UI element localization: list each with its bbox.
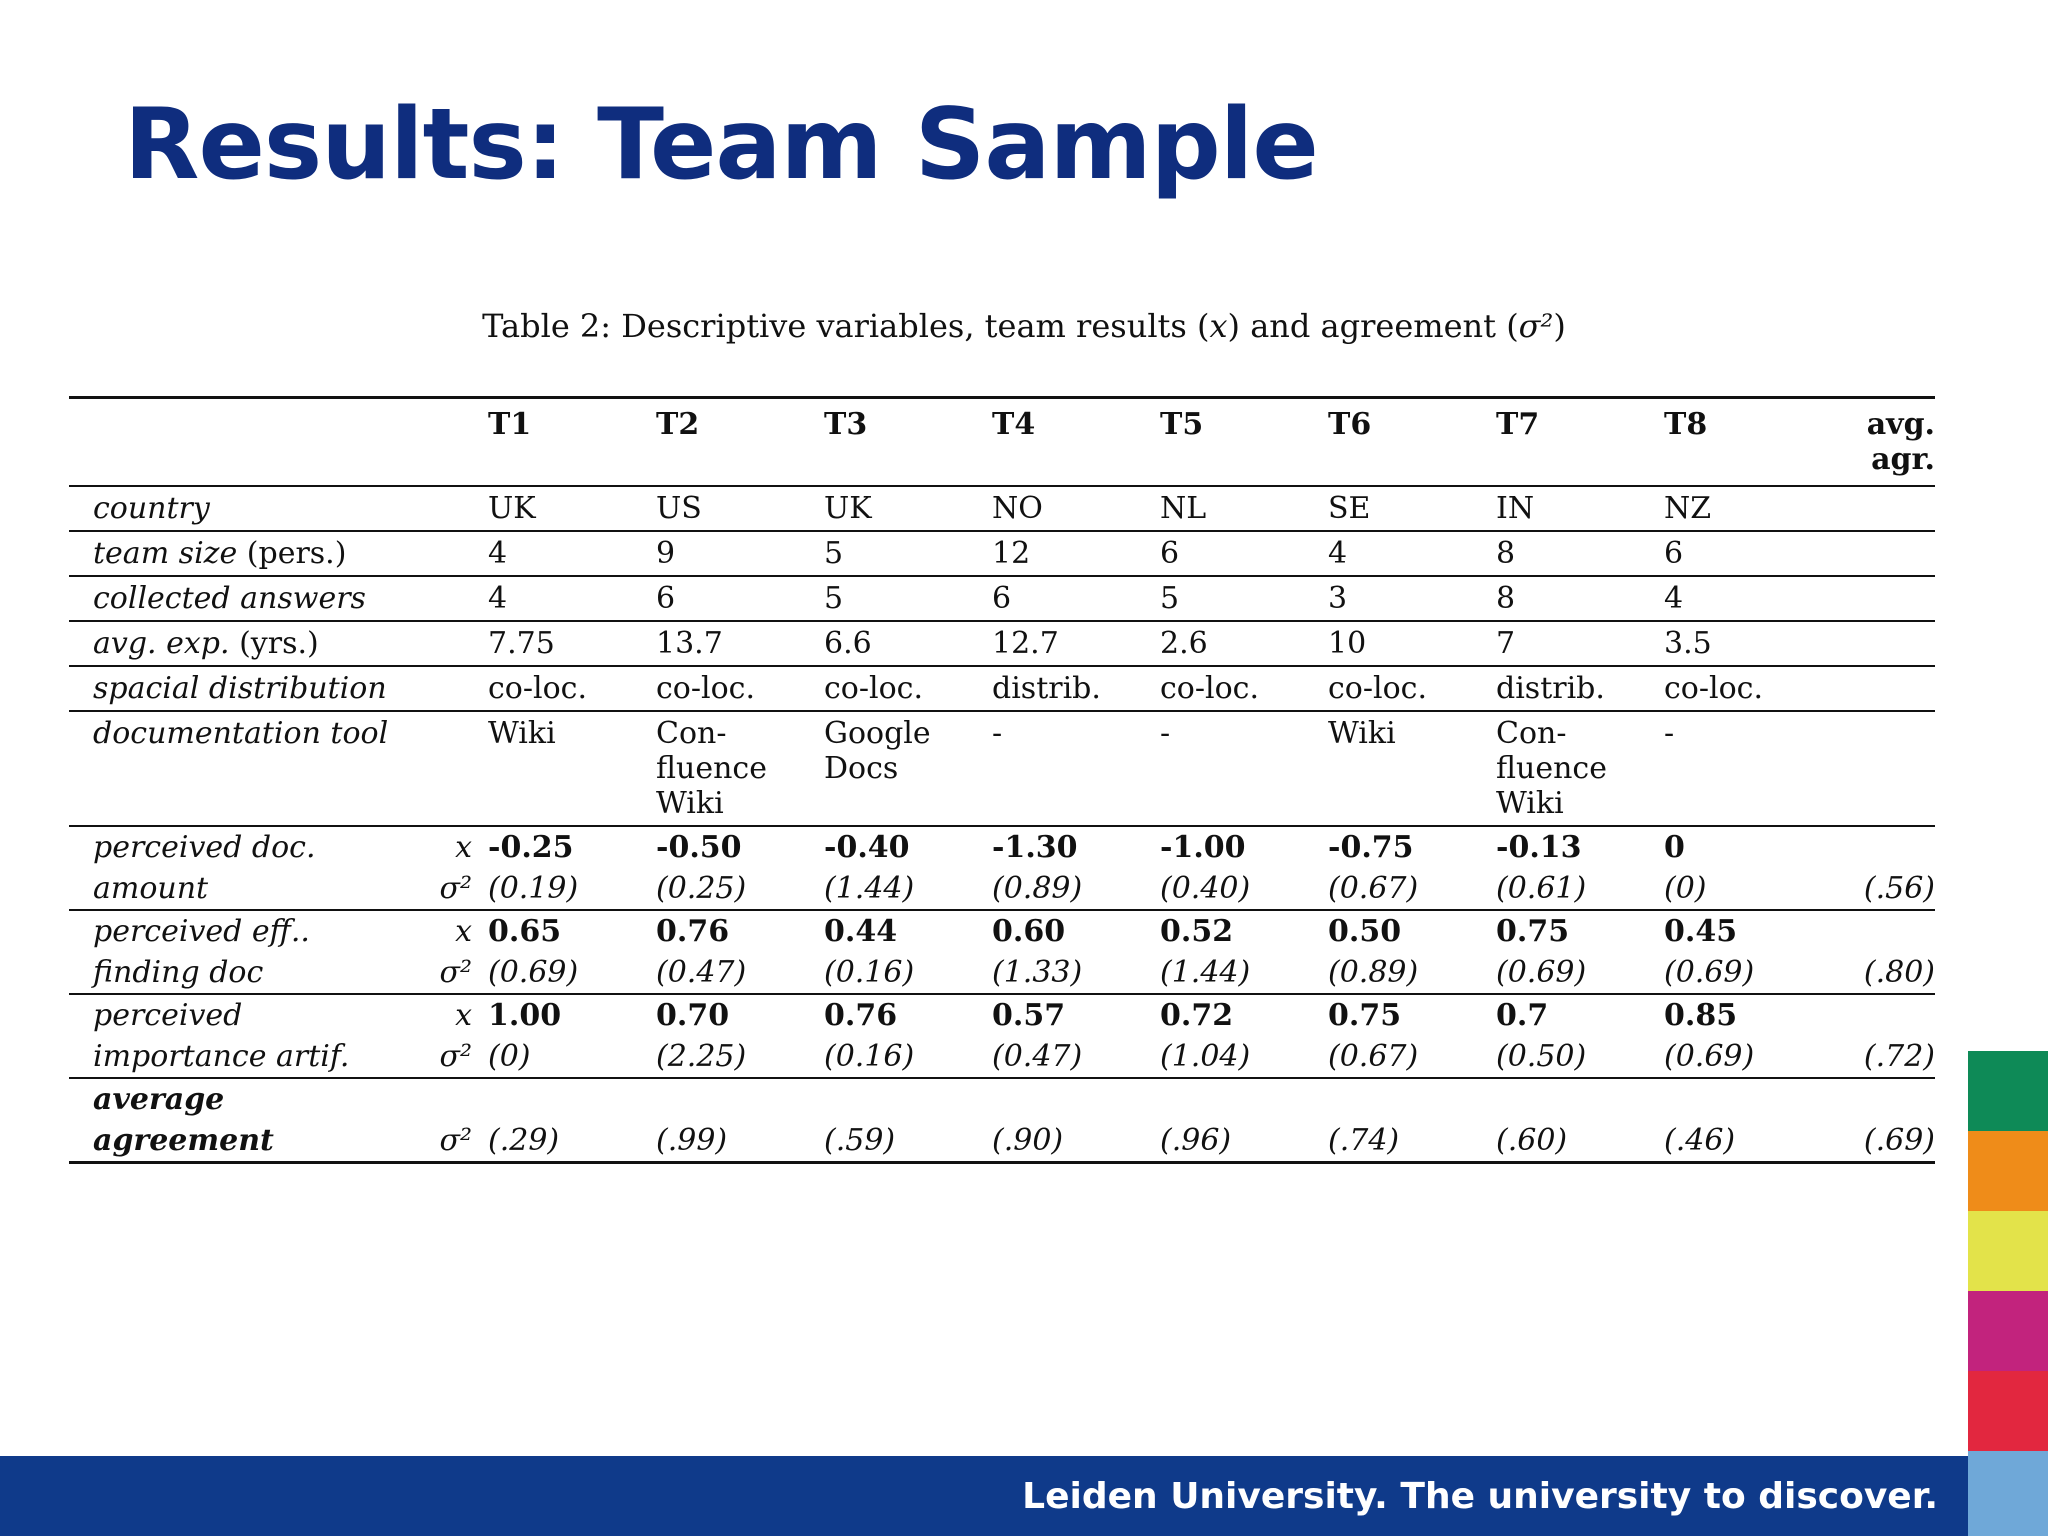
metric-cell: [1664, 994, 1832, 1078]
metric-cell: [1496, 994, 1664, 1078]
row-label-text: team size: [93, 536, 238, 571]
results-table: [69, 396, 1935, 1164]
metric-mean: -0.75: [1328, 830, 1414, 865]
cell-line: Wiki: [488, 716, 556, 751]
metric-variance: (0.50): [1496, 1039, 1587, 1074]
table-cell: 4: [488, 531, 656, 576]
metric-mean: -0.25: [488, 830, 574, 865]
metric-cell: [1328, 910, 1496, 994]
team-header: T1: [488, 398, 656, 487]
table-cell: SE: [1328, 486, 1496, 531]
metric-mean: 0.76: [656, 914, 730, 949]
table-cell: UK: [488, 486, 656, 531]
metric-avg-cell: [1832, 826, 1935, 910]
row-label: [69, 531, 488, 576]
average-cell: (.99): [656, 1078, 824, 1163]
metric-avg-cell: [1832, 994, 1935, 1078]
cell-line: fluence: [1496, 751, 1607, 786]
metric-symbols: [389, 994, 488, 1078]
metric-cell: [656, 826, 824, 910]
table-cell: NO: [992, 486, 1160, 531]
metric-label: [69, 994, 389, 1078]
metric-mean: 0.7: [1496, 998, 1549, 1033]
table-cell: 7: [1496, 621, 1664, 666]
table-row: [69, 486, 1935, 531]
metric-variance: (0.16): [824, 955, 915, 990]
row-label: [69, 486, 488, 531]
row-label-unit: (yrs.): [239, 626, 319, 661]
metric-variance: (1.44): [824, 871, 915, 906]
table-cell: [1664, 711, 1832, 826]
metric-variance: (0.69): [1496, 955, 1587, 990]
metric-label-line: importance artif.: [93, 1039, 350, 1074]
color-bar-segment: [1968, 1451, 2048, 1536]
table-cell: co-loc.: [824, 666, 992, 711]
symbol-x: x: [455, 830, 472, 865]
table-cell: 6: [992, 576, 1160, 621]
table-cell: distrib.: [1496, 666, 1664, 711]
metric-variance: (0.47): [656, 955, 747, 990]
metric-mean: 0: [1664, 830, 1685, 865]
metric-cell: [992, 826, 1160, 910]
metric-cell: [656, 910, 824, 994]
table-cell: 9: [656, 531, 824, 576]
color-bar-segment: [1968, 1291, 2048, 1371]
table-cell: NL: [1160, 486, 1328, 531]
cell-line: Con-: [656, 716, 727, 751]
table-cell: 13.7: [656, 621, 824, 666]
metric-variance: (2.25): [656, 1039, 747, 1074]
header-empty: [69, 398, 488, 487]
metric-label: [69, 910, 389, 994]
metric-mean: 0.72: [1160, 998, 1234, 1033]
average-cell: (.96): [1160, 1078, 1328, 1163]
metric-variance: (0): [488, 1039, 531, 1074]
metric-variance: (0.67): [1328, 871, 1419, 906]
metric-cell: [1328, 994, 1496, 1078]
metric-variance: (0.25): [656, 871, 747, 906]
metric-variance: (0.67): [1328, 1039, 1419, 1074]
metric-variance: (0.19): [488, 871, 579, 906]
avg-header-line: avg.: [1866, 407, 1935, 442]
metric-mean: -1.30: [992, 830, 1078, 865]
metric-cell: [1160, 910, 1328, 994]
table-cell: 6: [656, 576, 824, 621]
table-cell: 7.75: [488, 621, 656, 666]
table-cell: [1160, 711, 1328, 826]
caption-math-x: x: [1209, 307, 1228, 345]
table-cell: 3.5: [1664, 621, 1832, 666]
metric-variance: (0.69): [1664, 1039, 1755, 1074]
table-cell: 12.7: [992, 621, 1160, 666]
row-label-text: country: [93, 491, 210, 526]
table-row-doc-tool: [69, 711, 1935, 826]
cell-line: Wiki: [656, 786, 724, 821]
metric-mean: 0.57: [992, 998, 1066, 1033]
metric-variance: (0.61): [1496, 871, 1587, 906]
metric-mean: 0.75: [1328, 998, 1402, 1033]
average-symbol: σ²: [389, 1078, 488, 1163]
metric-avg-agreement: (.80): [1863, 955, 1935, 990]
table-cell: IN: [1496, 486, 1664, 531]
metric-symbols: [389, 910, 488, 994]
color-bar-segment: [1968, 1051, 2048, 1131]
metric-variance: (0): [1664, 871, 1707, 906]
avg-cell-empty: [1832, 666, 1935, 711]
row-label: [69, 666, 488, 711]
average-cell: (.60): [1496, 1078, 1664, 1163]
average-cell: (.74): [1328, 1078, 1496, 1163]
metric-mean: -0.13: [1496, 830, 1582, 865]
team-header: T5: [1160, 398, 1328, 487]
metric-variance: (1.33): [992, 955, 1083, 990]
metric-mean: 0.76: [824, 998, 898, 1033]
table-cell: 10: [1328, 621, 1496, 666]
metric-cell: [1496, 826, 1664, 910]
team-header: T6: [1328, 398, 1496, 487]
metric-cell: [1496, 910, 1664, 994]
metric-cell: [1664, 826, 1832, 910]
row-label-text: avg. exp.: [93, 626, 230, 661]
table-cell: 4: [1328, 531, 1496, 576]
average-label: [69, 1078, 389, 1163]
average-agreement-row: [69, 1078, 1935, 1163]
metric-cell: [824, 826, 992, 910]
metric-label-line: finding doc: [93, 955, 264, 990]
average-cell: (.46): [1664, 1078, 1832, 1163]
avg-cell-empty: [1832, 531, 1935, 576]
slide-title: Results: Team Sample: [124, 88, 1318, 202]
team-header: T3: [824, 398, 992, 487]
table-cell: 8: [1496, 576, 1664, 621]
average-cell: (.90): [992, 1078, 1160, 1163]
metric-cell: [656, 994, 824, 1078]
metric-variance: (0.89): [1328, 955, 1419, 990]
caption-text-a: Table 2: Descriptive variables, team results (: [482, 307, 1210, 345]
metric-label: [69, 826, 389, 910]
table-cell: NZ: [1664, 486, 1832, 531]
metric-mean: 0.45: [1664, 914, 1738, 949]
metric-mean: -1.00: [1160, 830, 1246, 865]
metric-cell: [1664, 910, 1832, 994]
metric-variance: (0.40): [1160, 871, 1251, 906]
metric-cell: [488, 826, 656, 910]
metric-variance: (0.16): [824, 1039, 915, 1074]
table-cell: 5: [1160, 576, 1328, 621]
table-cell: [1496, 711, 1664, 826]
footer-slogan: Leiden University. The university to discover.: [1022, 1476, 1938, 1517]
cell-line: Con-: [1496, 716, 1567, 751]
table-cell: co-loc.: [1664, 666, 1832, 711]
caption-math-sigma: σ²: [1518, 307, 1554, 345]
table-cell: 12: [992, 531, 1160, 576]
metric-variance: (0.89): [992, 871, 1083, 906]
table-cell: 5: [824, 531, 992, 576]
symbol-x: x: [455, 998, 472, 1033]
metric-avg-agreement: (.72): [1863, 1039, 1935, 1074]
metric-row: [69, 826, 1935, 910]
average-cell: (.29): [488, 1078, 656, 1163]
metric-cell: [488, 994, 656, 1078]
metric-mean: 0.50: [1328, 914, 1402, 949]
table-cell: co-loc.: [1328, 666, 1496, 711]
metric-variance: (0.69): [488, 955, 579, 990]
metric-cell: [992, 994, 1160, 1078]
metric-label-line: perceived eff..: [93, 914, 310, 949]
row-label-text: collected answers: [93, 581, 366, 616]
average-avg-cell: (.69): [1832, 1078, 1935, 1163]
table-cell: 5: [824, 576, 992, 621]
table-cell: US: [656, 486, 824, 531]
avg-cell-empty: [1832, 621, 1935, 666]
table-cell: 2.6: [1160, 621, 1328, 666]
table-cell: [1328, 711, 1496, 826]
metric-avg-agreement: (.56): [1863, 871, 1935, 906]
team-header: T7: [1496, 398, 1664, 487]
cell-line: Google: [824, 716, 931, 751]
metric-symbols: [389, 826, 488, 910]
cell-line: -: [992, 716, 1003, 751]
metric-mean: 0.65: [488, 914, 562, 949]
metric-avg-cell: [1832, 910, 1935, 994]
table-cell: co-loc.: [1160, 666, 1328, 711]
table-cell: [488, 711, 656, 826]
avg-cell-empty: [1832, 711, 1935, 826]
cell-line: -: [1664, 716, 1675, 751]
avg-header-line: agr.: [1871, 442, 1935, 477]
metric-row: [69, 994, 1935, 1078]
metric-cell: [1160, 994, 1328, 1078]
table-cell: 6: [1160, 531, 1328, 576]
average-label-line: average: [93, 1082, 225, 1117]
metric-mean: 1.00: [488, 998, 562, 1033]
table-row: [69, 666, 1935, 711]
metric-mean: -0.40: [824, 830, 910, 865]
team-header: T8: [1664, 398, 1832, 487]
table-cell: [992, 711, 1160, 826]
table-cell: [824, 711, 992, 826]
average-label-line: agreement: [93, 1123, 274, 1158]
metric-cell: [992, 910, 1160, 994]
table-cell: 4: [1664, 576, 1832, 621]
metric-mean: 0.60: [992, 914, 1066, 949]
metric-label-line: perceived: [93, 998, 243, 1033]
metric-mean: 0.70: [656, 998, 730, 1033]
metric-cell: [1160, 826, 1328, 910]
table-row: [69, 531, 1935, 576]
avg-agreement-header: [1832, 398, 1935, 487]
table-cell: [656, 711, 824, 826]
table-cell: co-loc.: [656, 666, 824, 711]
metric-label-line: perceived doc.: [93, 830, 316, 865]
table-cell: 8: [1496, 531, 1664, 576]
table-caption: [0, 307, 2048, 345]
footer-bar: [0, 1456, 1968, 1536]
table-cell: co-loc.: [488, 666, 656, 711]
metric-mean: 0.52: [1160, 914, 1234, 949]
color-bar-segment: [1968, 1371, 2048, 1451]
team-header: T2: [656, 398, 824, 487]
metric-variance: (1.04): [1160, 1039, 1251, 1074]
metric-mean: 0.75: [1496, 914, 1570, 949]
table-cell: 4: [488, 576, 656, 621]
color-bar-segment: [1968, 1211, 2048, 1291]
table-cell: distrib.: [992, 666, 1160, 711]
table-row: [69, 576, 1935, 621]
cell-line: Docs: [824, 751, 899, 786]
row-label-unit: (pers.): [246, 536, 347, 571]
symbol-x: x: [455, 914, 472, 949]
metric-cell: [1328, 826, 1496, 910]
row-label: documentation tool: [69, 711, 488, 826]
row-label-text: spacial distribution: [93, 671, 387, 706]
table-cell: UK: [824, 486, 992, 531]
symbol-sigma: σ²: [439, 871, 472, 906]
cell-line: -: [1160, 716, 1171, 751]
color-bar-segment: [1968, 1131, 2048, 1211]
metric-mean: -0.50: [656, 830, 742, 865]
team-header: T4: [992, 398, 1160, 487]
avg-cell-empty: [1832, 576, 1935, 621]
table-cell: 3: [1328, 576, 1496, 621]
symbol-sigma: σ²: [439, 1039, 472, 1074]
metric-cell: [824, 994, 992, 1078]
cell-line: Wiki: [1496, 786, 1564, 821]
metric-variance: (0.69): [1664, 955, 1755, 990]
metric-variance: (1.44): [1160, 955, 1251, 990]
cell-line: Wiki: [1328, 716, 1396, 751]
metric-label-line: amount: [93, 871, 209, 906]
table-row: [69, 621, 1935, 666]
caption-text-c: ): [1553, 307, 1566, 345]
caption-text-b: ) and agreement (: [1227, 307, 1519, 345]
avg-cell-empty: [1832, 486, 1935, 531]
table-cell: 6: [1664, 531, 1832, 576]
average-cell: (.59): [824, 1078, 992, 1163]
metric-row: [69, 910, 1935, 994]
metric-cell: [824, 910, 992, 994]
metric-cell: [488, 910, 656, 994]
symbol-sigma: σ²: [439, 955, 472, 990]
row-label: [69, 576, 488, 621]
table-header-row: [69, 398, 1935, 487]
table-cell: 6.6: [824, 621, 992, 666]
metric-mean: 0.44: [824, 914, 898, 949]
metric-variance: (0.47): [992, 1039, 1083, 1074]
cell-line: fluence: [656, 751, 767, 786]
metric-mean: 0.85: [1664, 998, 1738, 1033]
row-label: [69, 621, 488, 666]
